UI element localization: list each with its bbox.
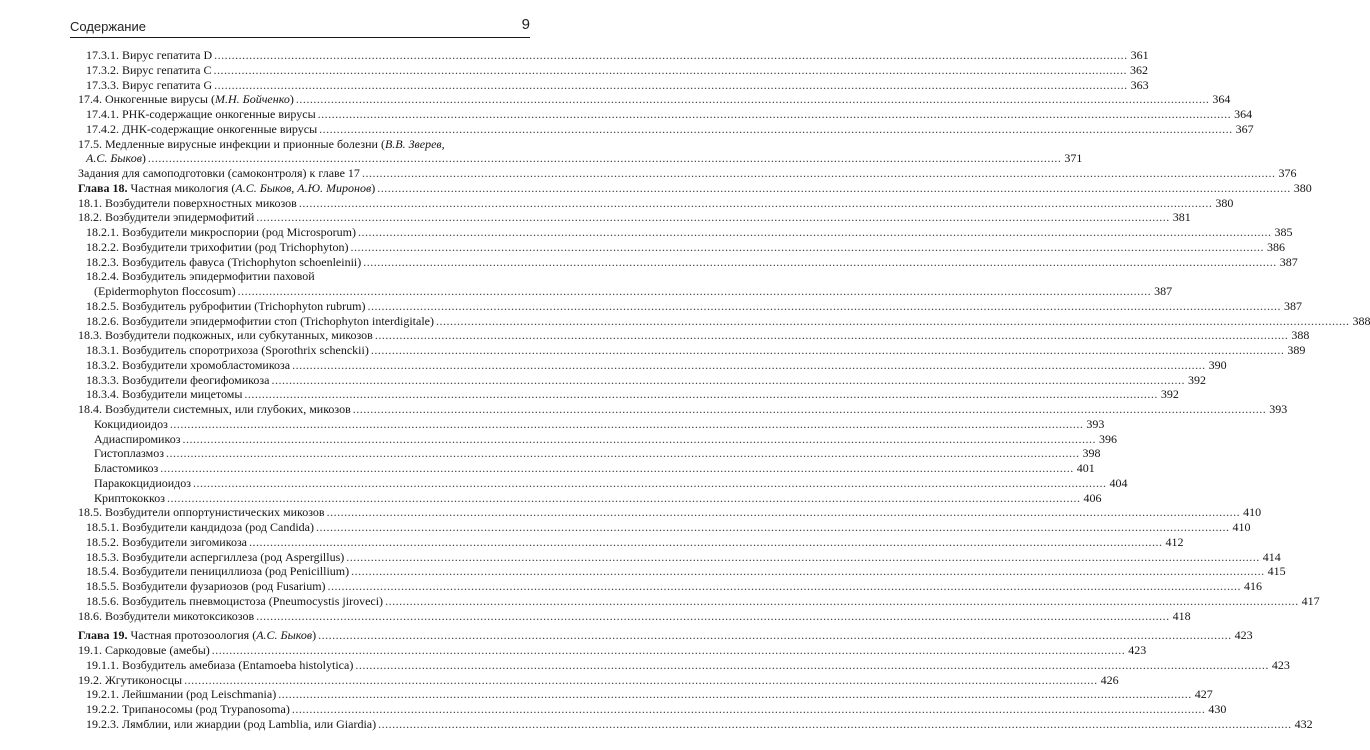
toc-entry-label: 17.3.3. Вирус гепатита G	[86, 77, 213, 92]
toc-entry-label: 18.3.4. Возбудители мицетомы	[86, 387, 243, 402]
toc-entry	[78, 564, 1286, 579]
toc-entry	[78, 284, 1173, 299]
dot-leader	[436, 314, 1350, 329]
toc-entry	[78, 702, 1227, 717]
toc-entry-title	[86, 687, 276, 702]
toc-entry-label: 18.3. Возбудители подкожных, или субкутанных, микозов	[78, 328, 373, 343]
toc-entry	[78, 687, 1213, 702]
dot-leader	[346, 550, 1260, 565]
toc-entry-page: 388	[1352, 313, 1370, 328]
toc-entry-page: 412	[1165, 534, 1184, 549]
toc-entry-title	[86, 579, 326, 594]
toc-entry-label: 19.1. Саркодовые (амебы)	[78, 643, 210, 657]
toc-entry	[78, 549, 1281, 565]
toc-entry-page: 393	[1269, 402, 1288, 416]
toc-entry-title	[86, 314, 434, 329]
toc-entry-title	[86, 358, 290, 373]
dot-leader	[214, 63, 1128, 78]
toc-entry-page: 417	[1301, 593, 1320, 608]
toc-entry-page: 427	[1194, 687, 1213, 702]
toc-entry-title: 17.4. Онкогенные вирусы (М.Н. Бойченко)	[78, 92, 294, 107]
toc-entry-page: 392	[1187, 372, 1206, 387]
toc-entry-title	[78, 673, 182, 688]
toc-entry	[78, 505, 1262, 520]
dot-leader	[193, 476, 1107, 491]
toc-entry-title	[86, 373, 269, 388]
toc-entry	[78, 107, 1253, 122]
toc-entry-page: 416	[1244, 579, 1263, 593]
toc-entry-label: 17.4.1. РНК-содержащие онкогенные вирусы	[86, 107, 316, 121]
toc-entry-label: Бластомикоз	[94, 461, 159, 475]
toc-entry	[78, 62, 1149, 78]
toc-entry-title	[86, 594, 383, 609]
toc-entry-authors: А.С. Быков	[256, 628, 313, 643]
dot-leader	[167, 491, 1081, 506]
dot-leader	[353, 402, 1267, 417]
toc-entry-page: 426	[1100, 672, 1119, 687]
chapter-label: Глава 19.	[78, 628, 128, 643]
dot-leader	[170, 417, 1084, 432]
dot-leader	[363, 255, 1277, 270]
toc-entry-page: 392	[1160, 387, 1179, 402]
toc-entry-label: 18.4. Возбудители системных, или глубоких, микозов	[78, 402, 351, 416]
toc-entry-authors: А.С. Быков	[86, 151, 142, 166]
toc-entry	[78, 180, 1312, 196]
dot-leader	[327, 505, 1241, 520]
toc-entry-label: 18.5. Возбудители оппортунистических микозов	[78, 505, 325, 520]
dot-leader	[368, 299, 1282, 314]
toc-entry-label: 18.6. Возбудители микотоксикозов	[78, 608, 255, 623]
toc-entry-title	[86, 225, 356, 240]
toc-entry-label: 18.3.1. Возбудитель споротрихоза (Sporothrix schenckii)	[86, 343, 369, 357]
toc-entry-title	[94, 432, 180, 447]
toc-entry-label: Адиаспиромикоз	[94, 431, 181, 446]
dot-leader	[296, 92, 1210, 107]
toc-entry	[78, 534, 1184, 550]
toc-entry-title	[86, 535, 247, 550]
toc-entry	[78, 254, 1298, 270]
dot-leader	[299, 196, 1213, 211]
toc-entry	[78, 431, 1117, 447]
toc-entry	[78, 461, 1095, 476]
toc-entry-label: Частная протозоология	[130, 628, 250, 643]
toc-entry-page: 432	[1294, 716, 1313, 731]
dot-leader	[358, 225, 1272, 240]
toc-entry-title	[86, 240, 348, 255]
toc-entry-title	[78, 402, 351, 417]
toc-entry-title: А.С. Быков)	[86, 151, 146, 166]
toc-entry-page: 404	[1109, 475, 1128, 490]
toc-entry-label: Кокцидиоидоз	[94, 416, 168, 431]
toc-entry-label: 19.2.2. Трипаносомы (род Trypanosoma)	[86, 702, 290, 716]
toc-entry	[78, 643, 1147, 658]
dot-leader	[278, 687, 1192, 702]
toc-entry-page: 406	[1083, 490, 1102, 505]
toc-entry	[78, 672, 1119, 688]
toc-entry-title	[94, 417, 168, 432]
toc-entry-page: 423	[1234, 628, 1253, 643]
dot-leader	[319, 122, 1233, 137]
toc-entry-page: 364	[1234, 107, 1253, 121]
toc-entry-label: 18.2.1. Возбудители микроспории (род Microsporum)	[86, 225, 356, 239]
toc-entry-title	[94, 284, 236, 299]
dot-leader	[385, 594, 1299, 609]
toc-entry-label: 18.2.6. Возбудители эпидермофитии стоп (Trichophyton interdigitale)	[86, 313, 434, 328]
toc-entry-label: Частная микология	[130, 180, 229, 195]
toc-entry-title	[94, 491, 165, 506]
toc-entry-page: 418	[1172, 608, 1191, 623]
toc-entry-page: 387	[1154, 284, 1173, 298]
dot-leader	[249, 535, 1163, 550]
toc-entry-title	[86, 78, 212, 93]
toc-entry-page: 396	[1098, 431, 1117, 446]
toc-entry-title	[86, 63, 212, 78]
toc-entry-title	[86, 299, 366, 314]
toc-entry	[78, 239, 1285, 255]
dot-leader	[212, 643, 1126, 658]
toc-entry-label: 18.2.3. Возбудитель фавуса (Trichophyton schoenleinii)	[86, 254, 362, 269]
toc-entry	[78, 387, 1179, 402]
toc-entry-title	[86, 702, 290, 717]
dot-leader	[292, 358, 1206, 373]
toc-entry	[78, 195, 1234, 211]
table-of-contents	[78, 48, 1370, 732]
toc-entry-label: (Epidermophyton floccosum)	[94, 284, 236, 298]
dot-leader	[182, 432, 1096, 447]
toc-entry	[78, 608, 1191, 624]
dot-leader	[318, 107, 1232, 122]
header-title: Содержание	[70, 19, 146, 34]
toc-entry-page: 386	[1266, 239, 1285, 254]
toc-entry-authors: А.С. Быков, А.Ю. Миронов	[235, 180, 372, 195]
toc-entry	[78, 579, 1263, 594]
toc-entry-label: 18.1. Возбудители поверхностных микозов	[78, 195, 297, 210]
toc-entry-page: 388	[1291, 328, 1310, 343]
toc-entry-label: 18.2.4. Возбудитель эпидермофитии паховой	[86, 269, 315, 284]
toc-entry	[78, 716, 1313, 732]
toc-entry-title	[86, 48, 212, 63]
toc-entry-page: 364	[1212, 92, 1231, 107]
dot-leader	[355, 658, 1269, 673]
toc-entry-page: 398	[1082, 446, 1101, 461]
toc-entry-label: Криптококкоз	[94, 490, 165, 505]
toc-entry-label: 18.5.2. Возбудители зигомикоза	[86, 534, 248, 549]
toc-entry-page: 390	[1208, 357, 1227, 372]
toc-entry-label: 18.5.4. Возбудители пенициллиоза (род Penicillium)	[86, 564, 350, 579]
toc-entry-page: 367	[1235, 121, 1254, 136]
toc-entry-title	[78, 505, 325, 520]
toc-entry	[78, 121, 1254, 137]
toc-entry-page: 423	[1128, 643, 1147, 657]
toc-entry-authors: В.В. Зверев,	[384, 136, 445, 151]
toc-entry-page: 371	[1064, 151, 1083, 166]
dot-leader	[166, 446, 1080, 461]
toc-entry-title	[86, 107, 316, 122]
dot-leader	[362, 166, 1276, 181]
toc-entry-page: 430	[1208, 702, 1227, 716]
toc-entry-label: 19.2.3. Лямблии, или жиардии (род Lamblia, или Giardia)	[86, 716, 377, 731]
toc-entry-title: 17.5. Медленные вирусные инфекции и прионные болезни (В.В. Зверев,	[78, 136, 445, 151]
toc-entry	[78, 313, 1370, 329]
dot-leader	[378, 717, 1292, 732]
toc-entry-page: 362	[1130, 62, 1149, 77]
toc-entry-title	[78, 328, 373, 343]
toc-entry-label: 17.5. Медленные вирусные инфекции и прионные болезни	[78, 136, 378, 151]
dot-leader	[160, 461, 1074, 476]
toc-entry-page: 393	[1086, 416, 1105, 431]
toc-entry-label: 17.4. Онкогенные вирусы	[78, 92, 208, 107]
toc-entry-label: 18.5.3. Возбудители аспергиллеза (род Aspergillus)	[86, 549, 345, 564]
toc-entry	[78, 490, 1102, 506]
dot-leader	[371, 343, 1285, 358]
toc-entry-label: 18.3.3. Возбудители феогифомикоза	[86, 372, 270, 387]
toc-entry-title	[94, 461, 158, 476]
toc-entry	[78, 416, 1105, 432]
toc-entry-title	[86, 658, 353, 673]
running-header	[70, 13, 530, 38]
toc-entry	[78, 298, 1302, 314]
toc-entry	[78, 475, 1128, 491]
toc-entry-page: 389	[1287, 343, 1306, 357]
chapter-label: Глава 18.	[78, 180, 128, 195]
toc-entry-label: 17.4.2. ДНК-содержащие онкогенные вирусы	[86, 121, 318, 136]
toc-entry-page: 410	[1232, 520, 1251, 534]
toc-entry-page: 361	[1130, 48, 1149, 62]
toc-entry-title	[86, 122, 317, 137]
dot-leader	[256, 609, 1170, 624]
dot-leader	[256, 210, 1170, 225]
toc-entry	[78, 92, 1231, 107]
toc-entry-label: 18.2. Возбудители эпидермофитий	[78, 210, 255, 225]
toc-entry-label: 19.1.1. Возбудитель амебиаза (Entamoeba histolytica)	[86, 657, 354, 672]
toc-entry	[78, 137, 518, 152]
toc-entry	[78, 628, 1253, 643]
toc-entry-label: 17.3.1. Вирус гепатита D	[86, 48, 213, 62]
toc-entry-label: 18.2.5. Возбудитель руброфитии (Trichophyton rubrum)	[86, 298, 366, 313]
toc-entry-title	[94, 476, 191, 491]
toc-entry-page: 363	[1130, 77, 1149, 92]
toc-entry-page: 423	[1271, 657, 1290, 672]
toc-entry	[78, 372, 1206, 388]
toc-entry-title	[78, 609, 254, 624]
toc-entry-label: Паракокцидиоидоз	[94, 475, 192, 490]
toc-entry	[78, 48, 1149, 63]
toc-entry-label: Задания для самоподготовки (самоконтроля) к главе 17	[78, 166, 360, 180]
toc-entry-title	[86, 717, 376, 732]
toc-entry-authors: М.Н. Бойченко	[214, 92, 290, 107]
toc-entry	[78, 402, 1288, 417]
toc-entry-page: 387	[1284, 298, 1302, 313]
dot-leader	[148, 151, 1062, 166]
toc-entry-label: 18.2.2. Возбудители трихофитии (род Trichophyton)	[86, 239, 349, 254]
toc-entry-page: 401	[1076, 461, 1095, 475]
toc-entry-label: 18.5.6. Возбудитель пневмоцистоза (Pneumocystis jiroveci)	[86, 593, 384, 608]
dot-leader	[292, 702, 1206, 717]
toc-entry-page: 410	[1243, 505, 1262, 520]
dot-leader	[244, 387, 1158, 402]
toc-entry	[78, 328, 1310, 343]
toc-entry-page: 385	[1274, 225, 1293, 239]
toc-entry	[78, 151, 1083, 166]
page-number: 9	[521, 16, 530, 33]
dot-leader	[350, 240, 1264, 255]
dot-leader	[375, 328, 1289, 343]
dot-leader	[184, 673, 1098, 688]
dot-leader	[318, 628, 1232, 643]
dot-leader	[271, 373, 1185, 388]
toc-entry-label: Гистоплазмоз	[94, 446, 164, 461]
toc-entry-title	[86, 550, 344, 565]
toc-entry	[78, 269, 518, 284]
toc-entry-title	[78, 166, 360, 181]
toc-entry-label: 19.2.1. Лейшмании (род Leischmania)	[86, 687, 277, 702]
toc-entry-page: 380	[1215, 195, 1234, 210]
toc-entry	[78, 343, 1306, 358]
toc-entry	[78, 520, 1251, 535]
toc-entry-page: 381	[1172, 210, 1191, 225]
dot-leader	[214, 78, 1128, 93]
toc-entry	[78, 166, 1297, 181]
toc-entry	[78, 593, 1320, 609]
dot-leader	[377, 181, 1291, 196]
dot-leader	[214, 48, 1128, 63]
toc-entry-title	[78, 196, 297, 211]
dot-leader	[238, 284, 1152, 299]
toc-entry-page: 414	[1262, 549, 1281, 564]
toc-entry-title: Глава 19. Частная протозоология (А.С. Быков)	[78, 628, 317, 643]
toc-entry	[78, 225, 1293, 240]
toc-entry	[78, 77, 1149, 93]
dot-leader	[328, 579, 1242, 594]
toc-entry-title	[86, 520, 314, 535]
toc-entry	[78, 357, 1227, 373]
toc-entry-title	[86, 387, 242, 402]
toc-entry	[78, 446, 1101, 461]
toc-entry-title	[94, 446, 164, 461]
toc-entry-label: 18.5.5. Возбудители фузариозов (род Fusarium)	[86, 579, 326, 593]
toc-entry-label: 17.3.2. Вирус гепатита C	[86, 62, 212, 77]
dot-leader	[316, 520, 1230, 535]
toc-entry-label: 19.2. Жгутиконосцы	[78, 672, 183, 687]
toc-entry-title: Глава 18. Частная микология (А.С. Быков, А.Ю. Миронов)	[78, 180, 376, 195]
toc-entry-page: 380	[1293, 180, 1312, 195]
toc-entry-title	[78, 210, 254, 225]
toc-entry-title	[86, 269, 315, 284]
toc-entry-title	[78, 643, 210, 658]
toc-entry-label: 18.5.1. Возбудители кандидоза (род Candida)	[86, 520, 314, 534]
toc-entry	[78, 657, 1290, 673]
toc-entry-page: 415	[1267, 564, 1286, 579]
toc-entry-page: 376	[1278, 166, 1297, 180]
toc-entry-title	[86, 564, 349, 579]
toc-entry	[78, 210, 1191, 225]
toc-entry-title	[86, 255, 361, 270]
toc-entry-label: 18.3.2. Возбудители хромобластомикоза	[86, 357, 291, 372]
dot-leader	[351, 564, 1265, 579]
toc-entry-page: 387	[1279, 254, 1298, 269]
toc-entry-title	[86, 343, 369, 358]
